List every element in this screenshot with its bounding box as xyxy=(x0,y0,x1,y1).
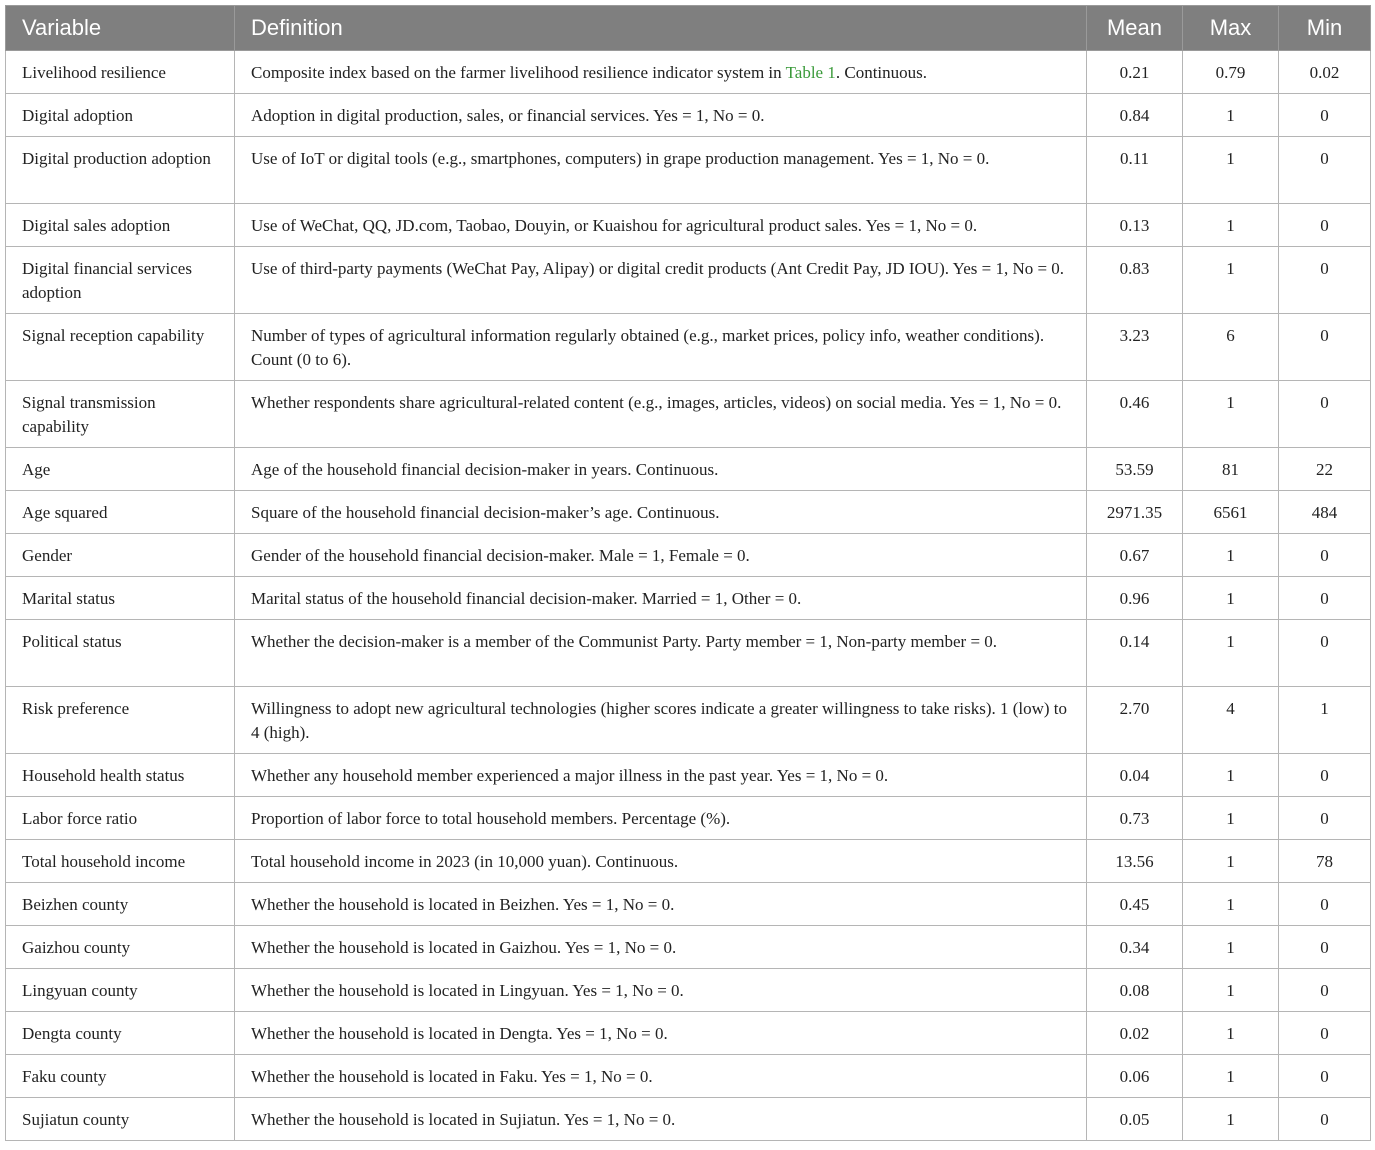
definition-text: Age of the household financial decision-maker in years. Continuous. xyxy=(251,460,719,479)
cell-mean: 0.96 xyxy=(1087,577,1183,620)
cell-definition xyxy=(235,381,1087,448)
header-min: Min xyxy=(1279,6,1371,51)
definition-text: Number of types of agricultural information regularly obtained (e.g., market prices, policy info, weather conditions). Count (0 to 6). xyxy=(251,326,1045,369)
definition-text: Whether respondents share agricultural-related content (e.g., images, articles, videos) on social media. Yes = 1, No = 0. xyxy=(251,393,1062,412)
header-definition: Definition xyxy=(235,6,1087,51)
cell-variable: Risk preference xyxy=(6,687,235,754)
cell-variable: Gender xyxy=(6,534,235,577)
cell-definition xyxy=(235,1012,1087,1055)
cell-variable: Lingyuan county xyxy=(6,969,235,1012)
variables-table xyxy=(5,5,1371,1141)
cell-definition xyxy=(235,247,1087,314)
table-reference-link[interactable]: Table 1 xyxy=(785,63,836,82)
table-row xyxy=(6,577,1371,620)
cell-variable: Gaizhou county xyxy=(6,926,235,969)
cell-variable: Sujiatun county xyxy=(6,1098,235,1141)
cell-max: 1 xyxy=(1183,883,1279,926)
cell-mean: 0.83 xyxy=(1087,247,1183,314)
cell-definition xyxy=(235,687,1087,754)
definition-text: Use of third-party payments (WeChat Pay, Alipay) or digital credit products (Ant Credit Pay, JD IOU). Yes = 1, No = 0. xyxy=(251,259,1065,278)
table-row xyxy=(6,51,1371,94)
cell-min: 0 xyxy=(1279,534,1371,577)
cell-max: 1 xyxy=(1183,1055,1279,1098)
table-row xyxy=(6,883,1371,926)
cell-max: 1 xyxy=(1183,620,1279,687)
table-row xyxy=(6,137,1371,204)
cell-variable: Household health status xyxy=(6,754,235,797)
cell-definition xyxy=(235,1098,1087,1141)
cell-variable: Signal transmission capability xyxy=(6,381,235,448)
cell-min: 0 xyxy=(1279,577,1371,620)
cell-mean: 0.84 xyxy=(1087,94,1183,137)
cell-mean: 0.02 xyxy=(1087,1012,1183,1055)
cell-min: 0 xyxy=(1279,137,1371,204)
table-row xyxy=(6,797,1371,840)
cell-variable: Total household income xyxy=(6,840,235,883)
definition-text: Whether the decision-maker is a member of the Communist Party. Party member = 1, Non-party member = 0. xyxy=(251,632,998,651)
definition-text: Marital status of the household financial decision-maker. Married = 1, Other = 0. xyxy=(251,589,802,608)
cell-max: 1 xyxy=(1183,1098,1279,1141)
cell-min: 0 xyxy=(1279,381,1371,448)
cell-mean: 0.05 xyxy=(1087,1098,1183,1141)
cell-mean: 53.59 xyxy=(1087,448,1183,491)
table-row xyxy=(6,969,1371,1012)
cell-max: 0.79 xyxy=(1183,51,1279,94)
cell-min: 78 xyxy=(1279,840,1371,883)
cell-min: 0 xyxy=(1279,926,1371,969)
cell-max: 1 xyxy=(1183,926,1279,969)
table-row xyxy=(6,687,1371,754)
cell-definition xyxy=(235,137,1087,204)
cell-mean: 0.34 xyxy=(1087,926,1183,969)
table-row xyxy=(6,1012,1371,1055)
definition-text: Willingness to adopt new agricultural technologies (higher scores indicate a greater willingness to take risks). 1 (low) to 4 (high). xyxy=(251,699,1068,742)
table-row xyxy=(6,840,1371,883)
definition-text: Use of WeChat, QQ, JD.com, Taobao, Douyin, or Kuaishou for agricultural product sales. Yes = 1, No = 0. xyxy=(251,216,978,235)
cell-variable: Digital financial services adoption xyxy=(6,247,235,314)
cell-definition xyxy=(235,491,1087,534)
table-row xyxy=(6,381,1371,448)
definition-text: Whether the household is located in Beizhen. Yes = 1, No = 0. xyxy=(251,895,675,914)
cell-max: 1 xyxy=(1183,969,1279,1012)
definition-text-suffix: . Continuous. xyxy=(835,63,928,82)
table-row xyxy=(6,1098,1371,1141)
cell-mean: 0.73 xyxy=(1087,797,1183,840)
cell-variable: Dengta county xyxy=(6,1012,235,1055)
cell-variable: Political status xyxy=(6,620,235,687)
definition-text: Whether the household is located in Dengta. Yes = 1, No = 0. xyxy=(251,1024,668,1043)
cell-min: 0.02 xyxy=(1279,51,1371,94)
cell-max: 1 xyxy=(1183,754,1279,797)
cell-definition xyxy=(235,448,1087,491)
cell-mean: 0.11 xyxy=(1087,137,1183,204)
definition-text: Proportion of labor force to total household members. Percentage (%). xyxy=(251,809,731,828)
cell-max: 1 xyxy=(1183,534,1279,577)
cell-variable: Digital sales adoption xyxy=(6,204,235,247)
cell-mean: 0.04 xyxy=(1087,754,1183,797)
cell-definition xyxy=(235,620,1087,687)
cell-variable: Labor force ratio xyxy=(6,797,235,840)
cell-mean: 13.56 xyxy=(1087,840,1183,883)
cell-max: 6 xyxy=(1183,314,1279,381)
table-row xyxy=(6,926,1371,969)
cell-definition xyxy=(235,840,1087,883)
table-header-row xyxy=(6,6,1371,51)
definition-text: Whether the household is located in Gaizhou. Yes = 1, No = 0. xyxy=(251,938,677,957)
table-row xyxy=(6,204,1371,247)
cell-max: 1 xyxy=(1183,247,1279,314)
definition-text: Use of IoT or digital tools (e.g., smartphones, computers) in grape production management. Yes = 1, No = 0. xyxy=(251,149,990,168)
table-row xyxy=(6,620,1371,687)
cell-definition xyxy=(235,926,1087,969)
definition-text: Whether any household member experienced a major illness in the past year. Yes = 1, No = 0. xyxy=(251,766,889,785)
cell-min: 484 xyxy=(1279,491,1371,534)
cell-mean: 0.08 xyxy=(1087,969,1183,1012)
cell-max: 1 xyxy=(1183,94,1279,137)
cell-variable: Signal reception capability xyxy=(6,314,235,381)
cell-max: 1 xyxy=(1183,381,1279,448)
table-row xyxy=(6,448,1371,491)
cell-min: 1 xyxy=(1279,687,1371,754)
cell-min: 0 xyxy=(1279,969,1371,1012)
definition-text: Whether the household is located in Lingyuan. Yes = 1, No = 0. xyxy=(251,981,684,1000)
cell-mean: 0.06 xyxy=(1087,1055,1183,1098)
cell-min: 0 xyxy=(1279,247,1371,314)
cell-mean: 2971.35 xyxy=(1087,491,1183,534)
cell-min: 0 xyxy=(1279,1098,1371,1141)
cell-variable: Faku county xyxy=(6,1055,235,1098)
cell-min: 0 xyxy=(1279,620,1371,687)
definition-text: Composite index based on the farmer livelihood resilience indicator system in xyxy=(251,63,786,82)
cell-mean: 0.14 xyxy=(1087,620,1183,687)
cell-definition xyxy=(235,969,1087,1012)
table-row xyxy=(6,314,1371,381)
cell-variable: Beizhen county xyxy=(6,883,235,926)
header-mean: Mean xyxy=(1087,6,1183,51)
table-row xyxy=(6,94,1371,137)
cell-definition xyxy=(235,204,1087,247)
cell-definition xyxy=(235,94,1087,137)
cell-min: 22 xyxy=(1279,448,1371,491)
definition-text: Whether the household is located in Faku. Yes = 1, No = 0. xyxy=(251,1067,653,1086)
cell-min: 0 xyxy=(1279,754,1371,797)
header-max: Max xyxy=(1183,6,1279,51)
cell-max: 1 xyxy=(1183,137,1279,204)
definition-text: Total household income in 2023 (in 10,000 yuan). Continuous. xyxy=(251,852,679,871)
cell-mean: 0.21 xyxy=(1087,51,1183,94)
cell-variable: Age xyxy=(6,448,235,491)
cell-mean: 3.23 xyxy=(1087,314,1183,381)
cell-definition xyxy=(235,51,1087,94)
cell-min: 0 xyxy=(1279,1055,1371,1098)
cell-definition xyxy=(235,797,1087,840)
cell-min: 0 xyxy=(1279,883,1371,926)
table-row xyxy=(6,491,1371,534)
cell-min: 0 xyxy=(1279,94,1371,137)
definition-text: Whether the household is located in Sujiatun. Yes = 1, No = 0. xyxy=(251,1110,676,1129)
cell-max: 4 xyxy=(1183,687,1279,754)
cell-min: 0 xyxy=(1279,204,1371,247)
cell-max: 1 xyxy=(1183,1012,1279,1055)
table-row xyxy=(6,247,1371,314)
cell-min: 0 xyxy=(1279,1012,1371,1055)
table-row xyxy=(6,1055,1371,1098)
table-row xyxy=(6,754,1371,797)
cell-variable: Digital production adoption xyxy=(6,137,235,204)
cell-variable: Livelihood resilience xyxy=(6,51,235,94)
cell-mean: 0.45 xyxy=(1087,883,1183,926)
header-variable: Variable xyxy=(6,6,235,51)
definition-text: Square of the household financial decision-maker’s age. Continuous. xyxy=(251,503,720,522)
cell-variable: Age squared xyxy=(6,491,235,534)
cell-max: 81 xyxy=(1183,448,1279,491)
cell-min: 0 xyxy=(1279,314,1371,381)
cell-variable: Marital status xyxy=(6,577,235,620)
cell-definition xyxy=(235,314,1087,381)
table-row xyxy=(6,534,1371,577)
table-body xyxy=(6,51,1371,1141)
cell-mean: 2.70 xyxy=(1087,687,1183,754)
cell-mean: 0.46 xyxy=(1087,381,1183,448)
definition-text: Adoption in digital production, sales, or financial services. Yes = 1, No = 0. xyxy=(251,106,765,125)
cell-definition xyxy=(235,534,1087,577)
cell-max: 1 xyxy=(1183,797,1279,840)
table-container xyxy=(5,5,1370,1141)
cell-definition xyxy=(235,883,1087,926)
cell-definition xyxy=(235,1055,1087,1098)
cell-max: 6561 xyxy=(1183,491,1279,534)
definition-text: Gender of the household financial decision-maker. Male = 1, Female = 0. xyxy=(251,546,750,565)
cell-mean: 0.13 xyxy=(1087,204,1183,247)
cell-max: 1 xyxy=(1183,204,1279,247)
cell-min: 0 xyxy=(1279,797,1371,840)
cell-mean: 0.67 xyxy=(1087,534,1183,577)
cell-definition xyxy=(235,754,1087,797)
cell-definition xyxy=(235,577,1087,620)
cell-variable: Digital adoption xyxy=(6,94,235,137)
cell-max: 1 xyxy=(1183,840,1279,883)
cell-max: 1 xyxy=(1183,577,1279,620)
